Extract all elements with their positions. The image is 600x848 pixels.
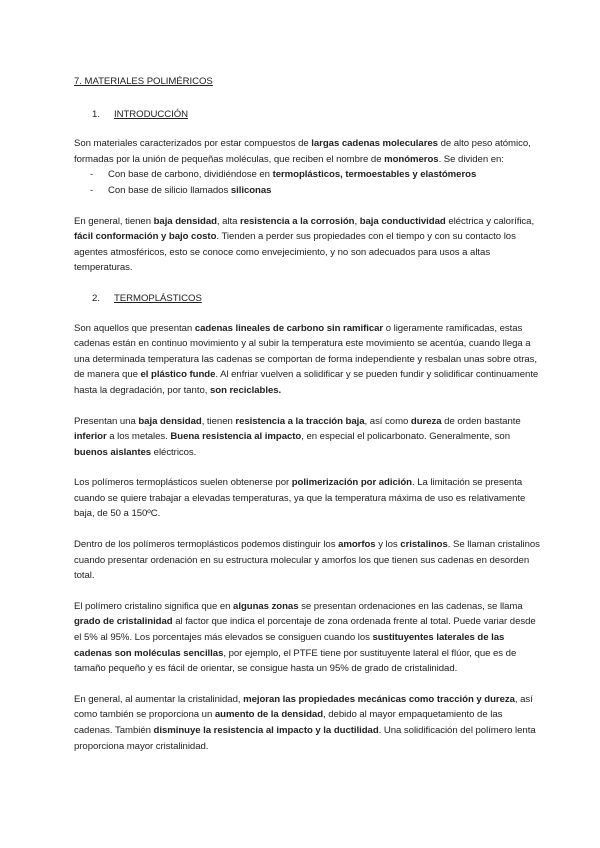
text-run: Son materiales caracterizados por estar compuestos de	[74, 138, 312, 150]
classification-list	[74, 167, 540, 198]
text-run: eléctricos.	[151, 446, 197, 458]
document-title: 7. MATERIALES POLIMÉRICOS	[74, 76, 213, 87]
text-run: , así como también se proporciona un	[74, 693, 533, 721]
bold-run: cristalinos	[400, 539, 448, 551]
bold-run: baja densidad	[153, 215, 217, 227]
text-run: o ligeramente ramificadas, estas cadenas están en continuo movimiento y al subir la temperatura este movimiento se acentúa, cuando llega a una determinada temperatura las cadenas se comportan de forma independiente y resbalan unas sobre otras, de manera que	[74, 322, 538, 381]
text-run: . Una solidificación del polímero lenta proporciona mayor cristalinidad.	[74, 725, 536, 752]
text-run: eléctrica y calorífica,	[445, 215, 535, 227]
paragraph-intro-definition	[74, 136, 540, 167]
bold-run: Buena resistencia al impacto	[170, 431, 302, 443]
text-run: , por ejemplo, el PTFE tiene por sustituyente lateral el flúor, que es de tamaño pequeño y es fácil de orientar, se consigue hasta un 95% de grado de cristalinidad.	[74, 647, 517, 675]
text-run: y los	[375, 539, 401, 551]
text-run: Son aquellos que presentan	[74, 322, 195, 334]
text-run: se presentan ordenaciones en las cadenas, se llama	[298, 600, 523, 612]
text-run: , así como	[364, 415, 411, 427]
list-item	[74, 167, 540, 183]
bold-run: grado de cristalinidad	[74, 616, 173, 628]
bold-run: baja conductividad	[359, 215, 446, 227]
bold-run: el plástico funde	[140, 369, 216, 381]
bold-run: cadenas lineales de carbono sin ramificar	[194, 322, 384, 334]
bold-run: monómeros	[384, 153, 439, 165]
text-run: , alta	[216, 215, 241, 227]
bold-run: inferior	[74, 431, 107, 443]
bold-run: largas cadenas moleculares	[311, 138, 438, 150]
text-run: En general, al aumentar la cristalinidad,	[74, 693, 244, 705]
text-run: de orden bastante	[441, 415, 521, 427]
text-run: al factor que indica el porcentaje de zona ordenada frente al total. Puede variar desde el 5% al 95%. Los porcentajes más elevados se consiguen cuando los	[74, 616, 536, 644]
text-run: En general, tienen	[74, 215, 154, 227]
bold-run: mejoran las propiedades mecánicas como tracción y dureza	[243, 693, 515, 705]
text-run: Dentro de los polímeros termoplásticos podemos distinguir los	[74, 539, 339, 551]
paragraph-termoplasticos-crystalline	[74, 599, 540, 677]
text-run: Los polímeros termoplásticos suelen obtenerse por	[74, 477, 292, 489]
text-run: Presentan una	[74, 415, 139, 427]
text-run: Con base de silicio llamados	[108, 184, 231, 196]
text-run: , tienen	[201, 415, 236, 427]
section-title: INTRODUCCIÓN	[114, 108, 189, 120]
bold-run: sustituyentes laterales de las cadenas son moléculas sencillas	[74, 632, 505, 659]
section-number: 1.	[92, 108, 100, 120]
bold-run: algunas zonas	[233, 600, 299, 612]
bold-run: resistencia a la corrosión	[240, 215, 355, 227]
text-run: . Se llaman cristalinos cuando presentar ordenación en su estructura molecular y amorfos los que tienen sus cadenas en desorden total.	[74, 539, 540, 582]
paragraph-termoplasticos-crystallinity-effects	[74, 692, 540, 754]
text-run: , debido al mayor empaquetamiento de las cadenas. También	[74, 709, 503, 736]
text-run: . Al enfriar vuelven a solidificar y se pueden fundir y solidificar continuamente hasta la degradación, por tanto,	[74, 369, 539, 396]
bold-run: termoplásticos, termoestables y elastómeros	[272, 169, 477, 181]
list-item	[74, 183, 540, 199]
bold-run: polimerización por adición	[291, 477, 412, 489]
paragraph-termoplasticos-properties	[74, 414, 540, 461]
bold-run: buenos aislantes	[74, 446, 152, 458]
section-number: 2.	[92, 292, 100, 304]
bold-run: amorfos	[338, 539, 376, 551]
bold-run: disminuye la resistencia al impacto y la ductilidad	[153, 725, 379, 736]
text-run: Con base de carbono, dividiéndose en	[108, 169, 273, 181]
bold-run: son reciclables.	[209, 384, 282, 396]
text-run: de alto peso atómico, formadas por la unión de pequeñas moléculas, que reciben el nombre de	[74, 138, 531, 165]
bold-run: dureza	[410, 415, 442, 427]
text-run: . Tienden a perder sus propiedades con el tiempo y con su contacto los agentes atmosféricos, esto se conoce como envejecimiento, y no son adecuados para usos a altas temperaturas.	[74, 231, 516, 274]
paragraph-intro-properties	[74, 214, 540, 276]
paragraph-termoplasticos-types	[74, 537, 540, 584]
text-run: . La limitación se presenta cuando se quiere trabajar a elevadas temperaturas, ya que la temperatura máxima de uso es relativamente baja, de 50 a 150ºC.	[74, 477, 526, 520]
text-run: . Se dividen en:	[438, 153, 504, 165]
bold-run: fácil conformación y bajo costo	[74, 231, 217, 243]
section-title: TERMOPLÁSTICOS	[114, 292, 202, 304]
section-heading-introduccion	[92, 107, 540, 123]
text-run: El polímero cristalino significa que en	[74, 600, 234, 612]
bold-run: aumento de la densidad	[214, 709, 324, 721]
text-run: ,	[354, 215, 360, 227]
section-heading-termoplasticos	[92, 291, 540, 307]
bold-run: resistencia a la tracción baja	[235, 415, 365, 427]
text-run: , en especial el policarbonato. Generalmente, son	[301, 431, 510, 443]
text-run: a los metales.	[106, 431, 171, 443]
bold-run: siliconas	[230, 184, 272, 196]
paragraph-termoplasticos-definition	[74, 321, 540, 399]
paragraph-termoplasticos-polymerization	[74, 475, 540, 522]
bold-run: baja densidad	[138, 415, 202, 427]
